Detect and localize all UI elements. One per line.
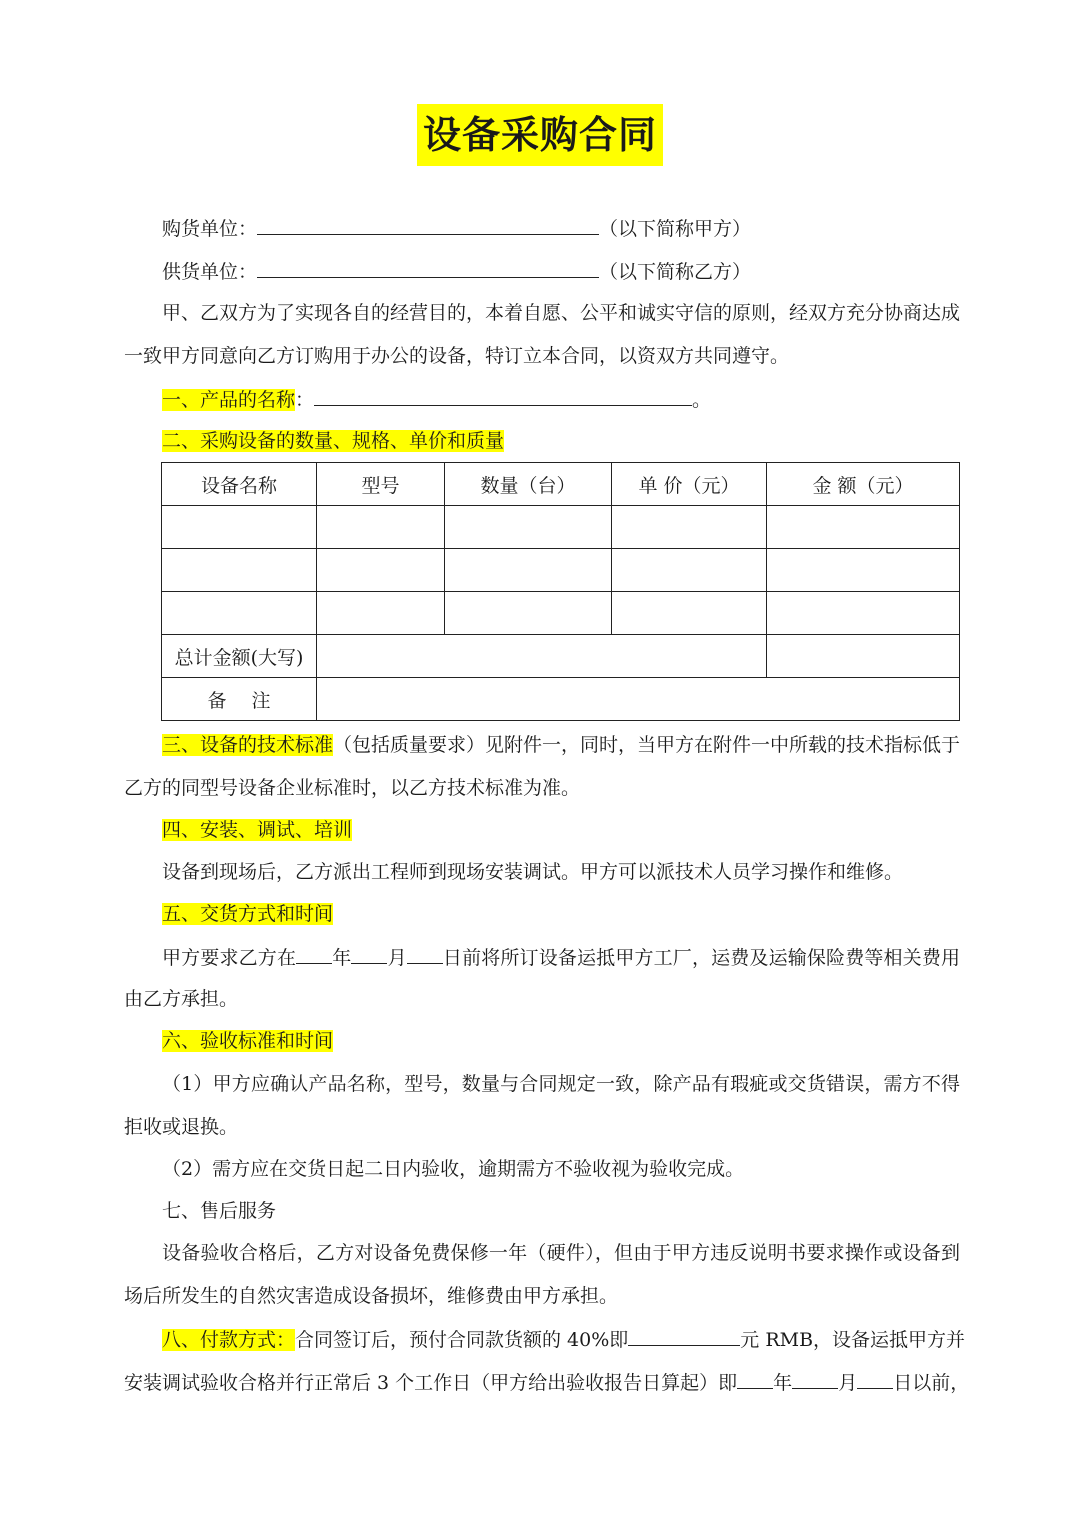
intro-line-1: 甲、乙双方为了实现各自的经营目的，本着自愿、公平和诚实守信的原则，经双方充分协商达成 [162,302,961,324]
section1-colon: ： [295,389,315,411]
section2-heading: 二、采购设备的数量、规格、单价和质量 [162,430,505,452]
table-cell[interactable] [767,592,960,635]
header-equipment-name: 设备名称 [162,463,317,506]
buyer-line [162,214,960,243]
table-cell[interactable] [162,549,317,592]
payment-month-blank[interactable] [792,1368,838,1389]
table-cell[interactable] [767,506,960,549]
table-cell[interactable] [445,549,612,592]
delivery-month-blank[interactable] [351,943,387,964]
section3-rest: （包括质量要求）见附件一，同时，当甲方在附件一中所载的技术指标低于 [333,734,961,756]
buyer-label: 购货单位： [162,218,258,240]
section3-line-2: 乙方的同型号设备企业标准时，以乙方技术标准为准。 [124,777,581,799]
title-wrap [0,104,1080,166]
buyer-blank[interactable] [257,214,599,235]
table-cell[interactable] [162,506,317,549]
supplier-line [162,257,960,286]
remark-label: 备 注 [162,678,317,721]
table-cell[interactable] [767,549,960,592]
table-cell[interactable] [612,549,767,592]
table-cell[interactable] [612,592,767,635]
section8-line-1 [162,1325,966,1354]
section5-line [162,900,960,928]
section1-line [162,385,960,414]
header-amount: 金 额（元） [767,463,960,506]
remark-row [162,678,960,721]
table-cell[interactable] [445,506,612,549]
table-row [162,506,960,549]
supplier-label: 供货单位： [162,261,258,283]
table-cell[interactable] [612,506,767,549]
section8-p1: 合同签订后，预付合同款货额的 40%即 [295,1329,629,1351]
section6-item1-line2: 拒收或退换。 [124,1116,239,1138]
section7-line2: 场后所发生的自然灾害造成设备损坏，维修费由甲方承担。 [124,1285,619,1307]
payment-year-blank[interactable] [737,1368,773,1389]
supplier-blank[interactable] [257,257,599,278]
section8-l2a: 安装调试验收合格并行正常后 3 个工作日（甲方给出验收报告日算起）即 [124,1372,738,1394]
section8-p3: 日以前， [893,1372,970,1394]
equipment-table [161,462,960,721]
document-title: 设备采购合同 [417,104,663,166]
buyer-suffix: （以下简称甲方） [599,218,752,240]
section8-year: 年 [773,1372,793,1394]
table-cell[interactable] [317,549,445,592]
section1-heading: 一、产品的名称 [162,389,296,411]
delivery-day-blank[interactable] [407,943,443,964]
product-name-blank[interactable] [314,385,692,406]
section2-line [162,427,960,455]
section7-line1: 设备验收合格后，乙方对设备免费保修一年（硬件），但由于甲方违反说明书要求操作或设备到 [162,1242,960,1264]
total-label: 总计金额(大写) [162,635,317,678]
section3-line-1 [162,731,960,759]
section5-heading: 五、交货方式和时间 [162,903,334,925]
section5-p1: 甲方要求乙方在 [162,947,297,969]
total-amount-cell[interactable] [767,635,960,678]
table-cell[interactable] [317,506,445,549]
section6-item2: （2）需方应在交货日起二日内验收，逾期需方不验收视为验收完成。 [162,1158,745,1180]
section1-end: 。 [692,389,712,411]
table-cell[interactable] [317,592,445,635]
section4-heading: 四、安装、调试、培训 [162,819,353,841]
table-cell[interactable] [445,592,612,635]
table-row [162,549,960,592]
header-model: 型号 [317,463,445,506]
section6-heading: 六、验收标准和时间 [162,1030,334,1052]
section3-heading: 三、设备的技术标准 [162,734,334,756]
section5-body-2: 由乙方承担。 [124,988,239,1010]
table-row [162,592,960,635]
section4-line [162,816,960,844]
section5-month: 月 [387,947,407,969]
section8-line-2 [124,1368,970,1397]
section5-body-1 [162,943,960,972]
delivery-year-blank[interactable] [296,943,332,964]
section8-p2: 元 RMB，设备运抵甲方并 [740,1329,966,1351]
prepayment-amount-blank[interactable] [628,1325,740,1346]
section6-item1-line1: （1）甲方应确认产品名称，型号，数量与合同规定一致，除产品有瑕疵或交货错误，需方不得 [162,1073,960,1095]
header-quantity: 数量（台） [445,463,612,506]
supplier-suffix: （以下简称乙方） [599,261,752,283]
section8-heading: 八、付款方式： [162,1329,296,1351]
section7-heading: 七、售后服务 [162,1200,277,1222]
section5-p2: 日前将所订设备运抵甲方工厂，运费及运输保险费等相关费用 [442,947,960,969]
intro-line-2: 一致甲方同意向乙方订购用于办公的设备，特订立本合同，以资双方共同遵守。 [124,345,790,367]
section6-line [162,1027,960,1055]
payment-day-blank[interactable] [857,1368,893,1389]
section8-month: 月 [838,1372,858,1394]
remark-cell[interactable] [317,678,960,721]
table-cell[interactable] [162,592,317,635]
section5-year: 年 [332,947,352,969]
total-amount-words-cell[interactable] [317,635,767,678]
table-header-row [162,463,960,506]
section4-body: 设备到现场后，乙方派出工程师到现场安装调试。甲方可以派技术人员学习操作和维修。 [162,861,904,883]
header-unit-price: 单 价（元） [612,463,767,506]
total-row [162,635,960,678]
